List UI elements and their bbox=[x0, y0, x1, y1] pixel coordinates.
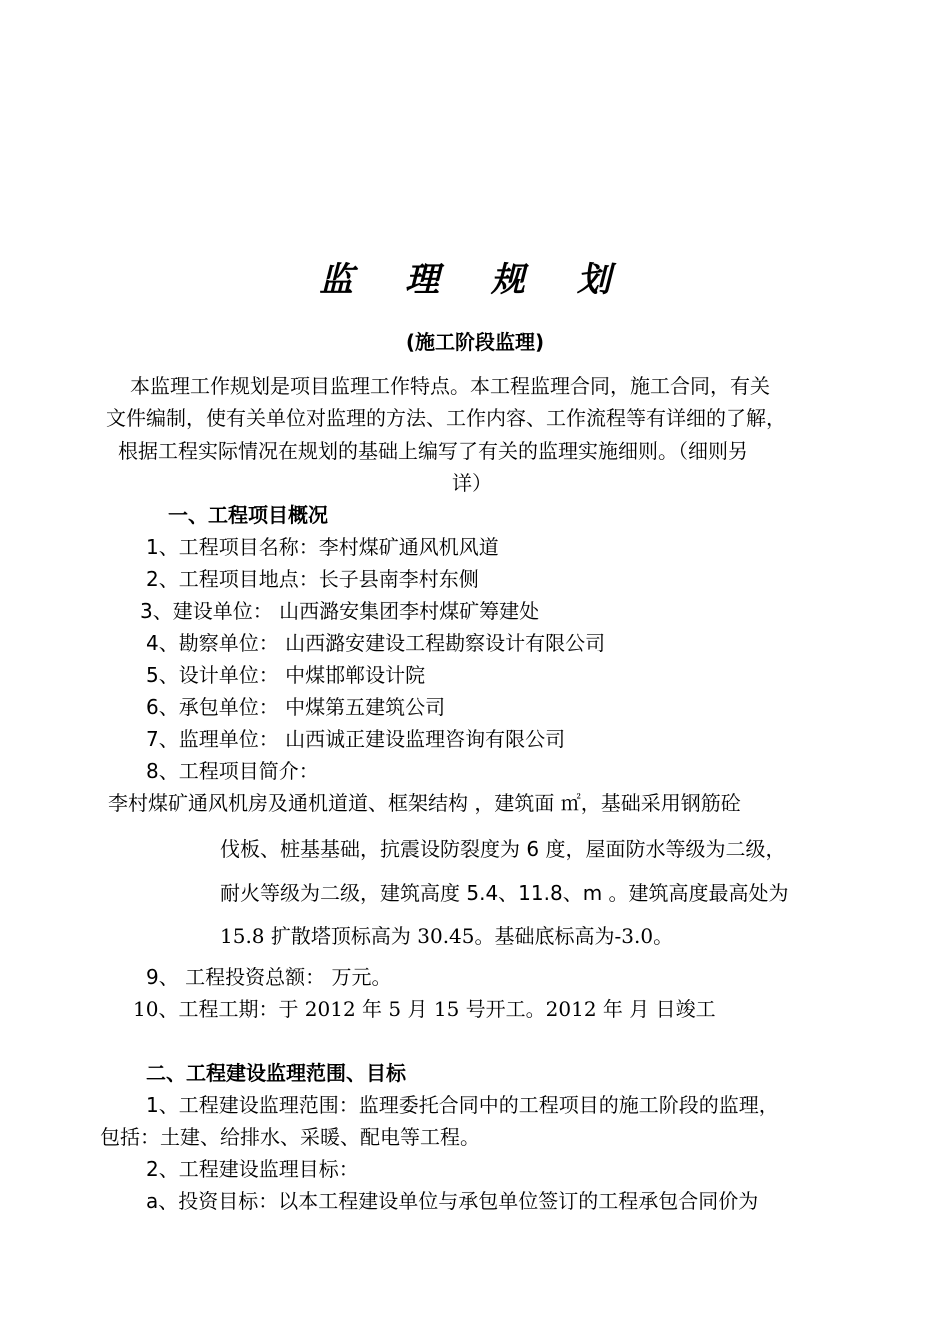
section1-item-7: 7、监理单位： 山西诚正建设监理咨询有限公司 bbox=[146, 727, 566, 751]
intro-line-4: 详） bbox=[452, 471, 492, 495]
intro-line-1: 本监理工作规划是项目监理工作特点。本工程监理合同，施工合同，有关 bbox=[130, 374, 770, 398]
intro-line-2: 文件编制，使有关单位对监理的方法、工作内容、工作流程等有详细的了解， bbox=[106, 406, 786, 430]
section1-item-5: 5、设计单位： 中煤邯郸设计院 bbox=[146, 663, 426, 687]
project-intro-line-2: 伐板、桩基基础，抗震设防裂度为 6 度，屋面防水等级为二级， bbox=[220, 837, 786, 861]
document-subtitle: (施工阶段监理) bbox=[405, 330, 545, 354]
project-intro-line-4: 15.8 扩散塔顶标高为 30.45。基础底标高为-3.0。 bbox=[220, 924, 674, 948]
project-intro-line-3: 耐火等级为二级，建筑高度 5.4、11.8、m 。建筑高度最高处为 bbox=[220, 881, 789, 905]
section1-item-9: 9、 工程投资总额： 万元。 bbox=[146, 965, 392, 989]
intro-line-3: 根据工程实际情况在规划的基础上编写了有关的监理实施细则。（细则另 bbox=[118, 439, 748, 463]
section2-line-4: a、投资目标：以本工程建设单位与承包单位签订的工程承包合同价为 bbox=[146, 1189, 759, 1213]
section1-item-2: 2、工程项目地点：长子县南李村东侧 bbox=[146, 567, 479, 591]
section2-heading: 二、工程建设监理范围、目标 bbox=[146, 1061, 406, 1085]
section1-heading: 一、工程项目概况 bbox=[168, 503, 328, 527]
section1-item-10: 10、工程工期：于 2012 年 5 月 15 号开工。2012 年 月 日竣工 bbox=[133, 997, 716, 1021]
section1-item-8: 8、工程项目简介： bbox=[146, 759, 319, 783]
project-intro-line-1: 李村煤矿通风机房及通机道道、框架结构 ，建筑面 ㎡，基础采用钢筋砼 bbox=[108, 791, 741, 815]
section1-item-1: 1、工程项目名称：李村煤矿通风机风道 bbox=[146, 535, 499, 559]
document-title: 监 理 规 划 bbox=[319, 260, 631, 300]
section1-item-6: 6、承包单位： 中煤第五建筑公司 bbox=[146, 695, 446, 719]
section1-item-3: 3、建设单位： 山西潞安集团李村煤矿筹建处 bbox=[140, 599, 540, 623]
section1-item-4: 4、勘察单位： 山西潞安建设工程勘察设计有限公司 bbox=[146, 631, 606, 655]
section2-line-2: 包括：土建、给排水、采暖、配电等工程。 bbox=[100, 1125, 480, 1149]
section2-line-3: 2、工程建设监理目标： bbox=[146, 1157, 359, 1181]
section2-line-1: 1、工程建设监理范围：监理委托合同中的工程项目的施工阶段的监理， bbox=[146, 1093, 779, 1117]
